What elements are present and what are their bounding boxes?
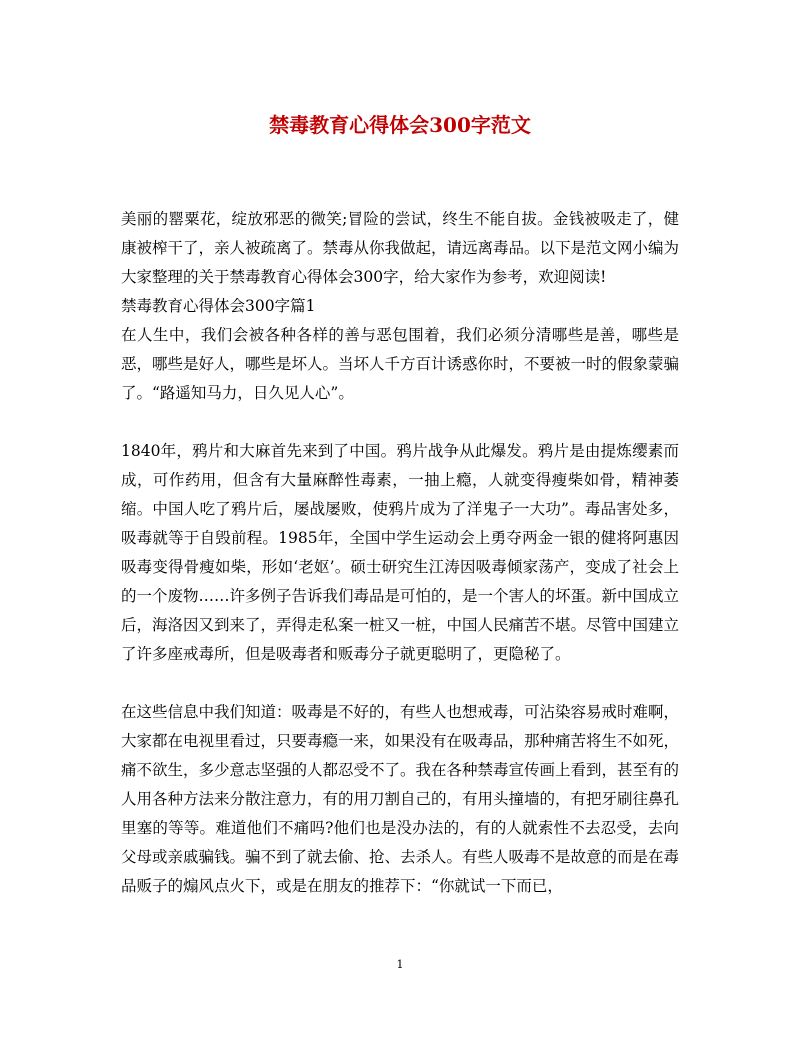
paragraph-gap (121, 669, 679, 698)
paragraph-3: 在这些信息中我们知道：吸毒是不好的，有些人也想戒毒，可沾染容易戒时难啊，大家都在电视里看过，只要毒瘾一来，如果没有在吸毒品，那种痛苦将生不如死，痛不欲生，多少意志坚强的人都忍受不了。我在各种禁毒宣传画上看到，甚至有的人用各种方法来分散注意力，有的用刀割自己的，有用头撞墙的，有把牙刷往鼻孔里塞的等等。难道他们不痛吗?他们也是没办法的，有的人就索性不去忍受，去向父母或亲戚骗钱。骗不到了就去偷、抢、去杀人。有些人吸毒不是故意的而是在毒品贩子的煽风点火下，或是在朋友的推荐下：“你就试一下而已， (121, 703, 680, 895)
document-title: 禁毒教育心得体会300字范文 (269, 113, 531, 137)
intro-paragraph: 美丽的罂粟花，绽放邪恶的微笑;冒险的尝试，终生不能自拔。金钱被吸走了，健康被榨干了，亲人被疏离了。禁毒从你我做起，请远离毒品。以下是范文网小编为大家整理的关于禁毒教育心得体会300字，给大家作为参考，欢迎阅读! (121, 210, 680, 286)
paragraph-2: 1840年，鸦片和大麻首先来到了中国。鸦片战争从此爆发。鸦片是由提炼缨素而成，可作药用，但含有大量麻醉性毒素，一抽上瘾，人就变得瘦柴如骨，精神萎缩。中国人吃了鸦片后，屡战屡败，使鸦片成为了洋鬼子一大功”。毒品害处多，吸毒就等于自毁前程。1985年，全国中学生运动会上勇夺两金一银的健将阿惠因吸毒变得骨瘦如柴，形如‘老妪’。硕士研究生江涛因吸毒倾家荡产，变成了社会上的一个废物……许多例子告诉我们毒品是可怕的，是一个害人的坏蛋。新中国成立后，海洛因又到来了，弄得走私案一桩又一桩，中国人民痛苦不堪。尽管中国建立了许多座戒毒所，但是吸毒者和贩毒分子就更聪明了，更隐秘了。 (121, 442, 680, 663)
page-number: 1 (396, 958, 404, 971)
section-heading: 禁毒教育心得体会300字篇1 (121, 297, 316, 315)
document-body (121, 205, 679, 901)
paragraph-1: 在人生中，我们会被各种各样的善与恶包围着，我们必须分清哪些是善，哪些是恶，哪些是好人，哪些是坏人。当坏人千方百计诱惑你时，不要被一时的假象蒙骗了。“路遥知马力，日久见人心”。 (121, 326, 680, 402)
paragraph-gap (121, 408, 679, 437)
